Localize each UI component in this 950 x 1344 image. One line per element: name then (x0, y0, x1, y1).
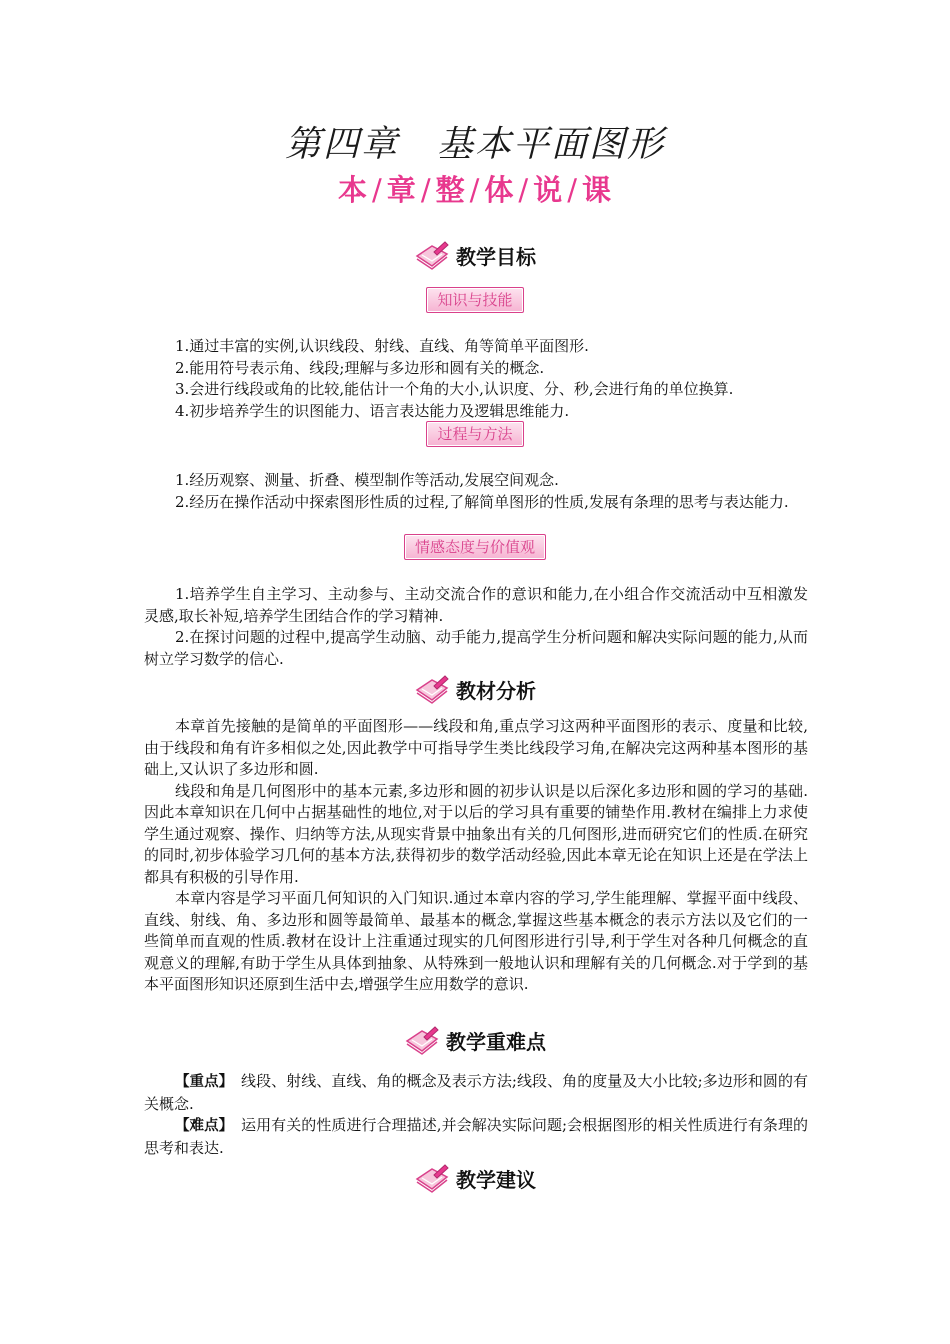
knowledge-list (144, 336, 808, 422)
section-heading-suggestions (0, 1163, 950, 1197)
keypoints-block (144, 1071, 808, 1159)
subtitle-char: 本 (338, 173, 369, 207)
subsection-tag-knowledge: 知识与技能 (0, 287, 950, 313)
paragraph: 本章内容是学习平面几何知识的入门知识.通过本章内容的学习,学生能理解、掌握平面中线段、直线、射线、角、多边形和圆等最简单、最基本的概念,掌握这些基本概念的表示方法以及它们的一些简单而直观的性质.教材在设计上注重通过现实的几何图形进行引导,利于学生对各种几何概念的直观意义的理解,有助于学生从具体到抽象、从特殊到一般地认识和理解有关的几何概念.对于学到的基本平面图形知识还原到生活中去,增强学生应用数学的意识. (144, 889, 808, 993)
section-heading-keypoints (0, 1025, 950, 1059)
list-item: 2.经历在操作活动中探索图形性质的过程,了解简单图形的性质,发展有条理的思考与表达能力. (175, 492, 789, 511)
subtitle-char: 章 (386, 173, 417, 207)
subsection-tag-attitude: 情感态度与价值观 (0, 534, 950, 560)
list-item: 1.培养学生自主学习、主动参与、主动交流合作的意识和能力,在小组合作交流活动中互相激发灵感,取长补短,培养学生团结合作的学习精神. (144, 585, 808, 625)
book-pen-icon (414, 240, 450, 270)
list-item: 3.会进行线段或角的比较,能估计一个角的大小,认识度、分、秒,会进行角的单位换算. (175, 380, 734, 398)
process-list (144, 470, 808, 513)
paragraph: 本章首先接触的是简单的平面图形——线段和角,重点学习这两种平面图形的表示、度量和比较,由于线段和角有许多相似之处,因此教学中可指导学生类比线段学习角,在解决完这两种基本图形的基础上,又认识了多边形和圆. (144, 717, 808, 778)
key-point (144, 1071, 808, 1115)
section-title: 教学目标 (456, 244, 536, 269)
subtitle-char: 整 (435, 173, 466, 207)
chapter-subtitle: 本 / 章 / 整 / 体 / 说 / 课 (338, 173, 612, 207)
analysis-paragraphs (144, 716, 808, 996)
subtitle-char: 说 (533, 173, 564, 207)
book-pen-icon (404, 1025, 440, 1055)
section-title: 教学重难点 (446, 1029, 546, 1054)
book-pen-icon (414, 674, 450, 704)
section-heading-goals (0, 240, 950, 274)
difficult-point (144, 1115, 808, 1159)
difficult-label: 【难点】 (175, 1118, 226, 1134)
paragraph: 线段和角是几何图形中的基本元素,多边形和圆的初步认识是以后深化多边形和圆的学习的基础.因此本章知识在几何中占据基础性的地位,对于以后的学习具有重要的铺垫作用.教材在编排上力求使学生通过观察、操作、归纳等方法,从现实背景中抽象出有关的几何图形,进而研究它们的性质.在研究的同时,初步体验学习几何的基本方法,获得初步的数学活动经验,因此本章无论在知识上还是在学法上都具有积极的引导作用. (144, 781, 808, 886)
section-heading-analysis (0, 674, 950, 708)
section-title: 教材分析 (456, 678, 536, 703)
list-item: 4.初步培养学生的识图能力、语言表达能力及逻辑思维能力. (175, 401, 570, 420)
attitude-list (144, 584, 808, 670)
list-item: 1.通过丰富的实例,认识线段、射线、直线、角等简单平面图形. (175, 337, 589, 355)
list-item: 2.能用符号表示角、线段;理解与多边形和圆有关的概念. (175, 358, 545, 377)
difficult-text: 运用有关的性质进行合理描述,并会解决实际问题;会根据图形的相关性质进行有条理的思考和表达. (144, 1116, 808, 1157)
subtitle-char: 体 (484, 173, 515, 207)
list-item: 2.在探讨问题的过程中,提高学生动脑、动手能力,提高学生分析问题和解决实际问题的能力,从而树立学习数学的信心. (144, 628, 808, 668)
subsection-tag-process: 过程与方法 (0, 421, 950, 447)
subtitle-char: 课 (581, 173, 612, 207)
chapter-title: 第四章 基本平面图形 (284, 124, 665, 165)
list-item: 1.经历观察、测量、折叠、模型制作等活动,发展空间观念. (175, 471, 559, 489)
key-label: 【重点】 (175, 1074, 226, 1090)
section-title: 教学建议 (456, 1167, 536, 1192)
book-pen-icon (414, 1163, 450, 1193)
key-text: 线段、射线、直线、角的概念及表示方法;线段、角的度量及大小比较;多边形和圆的有关概念. (144, 1072, 808, 1113)
